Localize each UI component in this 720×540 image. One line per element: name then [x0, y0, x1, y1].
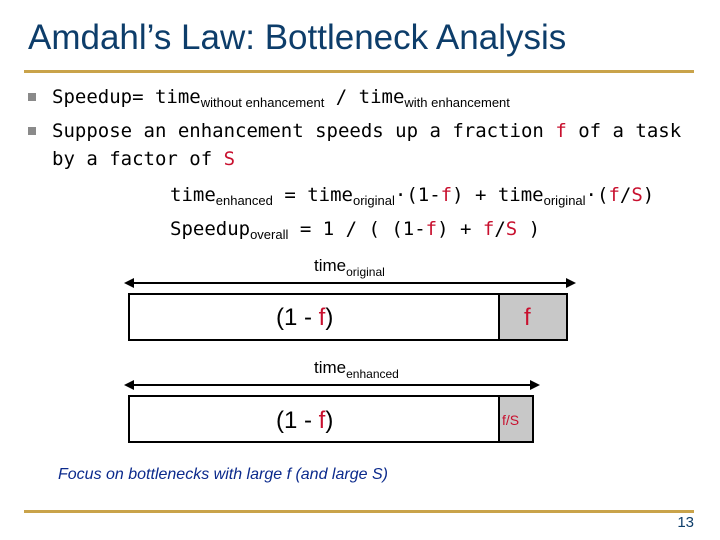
f1-a: time [170, 184, 216, 206]
b2-text-a: Suppose an enhancement speeds up a fraction [52, 120, 556, 142]
bar1-suffix: ) [325, 304, 334, 331]
enhancement-statement-line2 [52, 148, 235, 170]
bar1-right-text: f [524, 304, 531, 331]
orig-label: time [314, 256, 347, 275]
f1-sub-b: original [352, 193, 395, 208]
time-enhanced-formula [170, 184, 654, 208]
f1-S: S [631, 184, 643, 206]
b1-mid: / time [324, 86, 405, 108]
enh-sub: enhanced [346, 367, 399, 381]
focus-note: Focus on bottlenecks with large f (and large S) [58, 466, 388, 483]
bullet-marker [28, 93, 36, 101]
bar1-f: f [318, 304, 326, 331]
b1-text: Speedup= time [52, 86, 201, 108]
time-original-arrow [124, 276, 576, 290]
bar2-prefix: (1 - [276, 407, 319, 434]
footer-divider [24, 510, 694, 513]
factor-S: S [223, 148, 236, 170]
f1-sub-a: enhanced [215, 193, 273, 208]
b2-text-b: of a task [566, 120, 682, 142]
b2-text-c: by a factor of [52, 148, 224, 170]
bar2-right-text: f/S [502, 412, 520, 428]
b1-sub1: without enhancement [200, 95, 325, 110]
f1-sub-c: original [543, 193, 586, 208]
slide-title: Amdahl’s Law: Bottleneck Analysis [28, 18, 567, 57]
orig-sub: original [346, 265, 385, 279]
f1-e: ·( [585, 184, 609, 206]
f2-sub-a: overall [250, 227, 289, 242]
f2-S: S [505, 218, 518, 240]
speedup-overall-formula [170, 218, 540, 242]
bar2-f: f [318, 407, 326, 434]
title-divider [24, 70, 694, 73]
f1-c: ·(1- [394, 184, 441, 206]
page-number: 13 [677, 514, 694, 531]
enhancement-statement-line1 [52, 120, 681, 142]
f2-b: = 1 / ( (1- [288, 218, 426, 240]
f1-end: ) [642, 184, 655, 206]
f2-f1: f [425, 218, 438, 240]
bar2-left-text [276, 407, 333, 435]
bar1-prefix: (1 - [276, 304, 319, 331]
speedup-definition [52, 86, 510, 110]
f1-d: ) + time [452, 184, 544, 206]
bullet-marker [28, 127, 36, 135]
f1-slash: / [619, 184, 632, 206]
f2-f2: f [482, 218, 495, 240]
enh-label: time [314, 358, 347, 377]
bar2-suffix: ) [325, 407, 334, 434]
f1-b: = time [272, 184, 353, 206]
original-enhanced-segment [498, 293, 568, 341]
f1-f2: f [608, 184, 620, 206]
f1-f1: f [440, 184, 453, 206]
time-enhanced-arrow [124, 378, 540, 392]
f2-c: ) + [437, 218, 483, 240]
f2-slash: / [494, 218, 506, 240]
f2-a: Speedup [170, 218, 251, 240]
fraction-f: f [555, 120, 567, 142]
b1-sub2: with enhancement [404, 95, 510, 110]
bar1-left-text [276, 304, 333, 332]
f2-end: ) [517, 218, 541, 240]
